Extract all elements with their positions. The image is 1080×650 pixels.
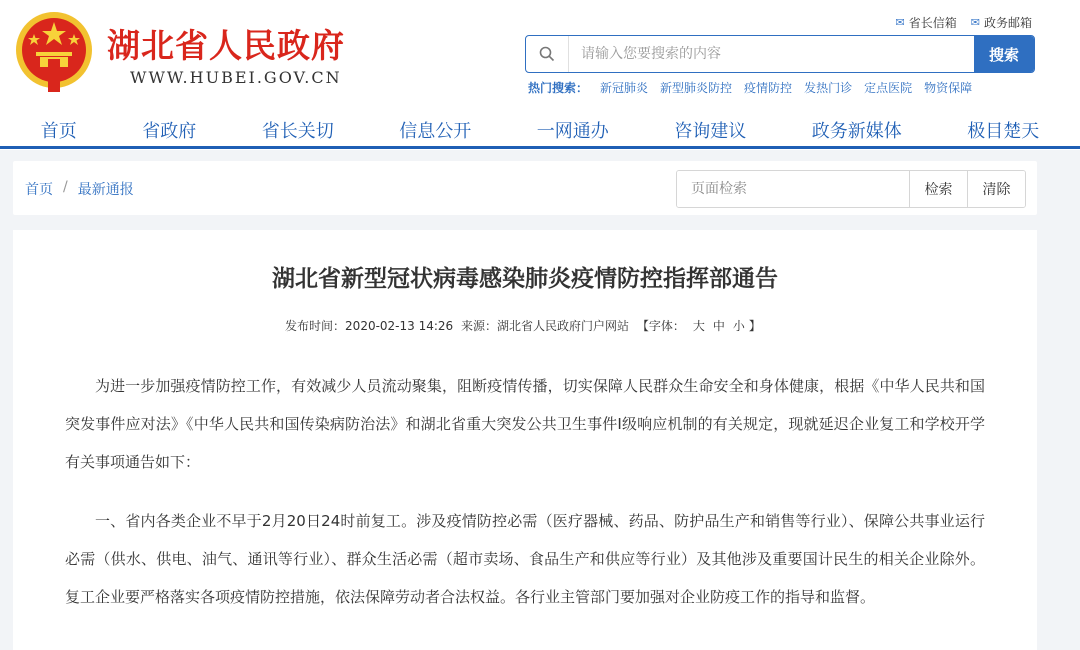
main-nav [0, 113, 1080, 147]
breadcrumb-separator: / [63, 179, 68, 195]
page-search [676, 170, 1026, 208]
national-emblem-icon [12, 8, 96, 94]
site-search-input[interactable] [569, 36, 974, 72]
article-source: 来源：湖北省人民政府门户网站 [461, 319, 630, 333]
breadcrumb-home[interactable]: 首页 [25, 182, 53, 198]
font-size-end: 】 [748, 319, 761, 333]
nav-governor-concerns[interactable]: 省长关切 [261, 121, 334, 142]
search-icon [526, 36, 569, 72]
article-paragraph: 一、省内各类企业不早于2月20日24时前复工。涉及疫情防控必需（医疗器械、药品、防护品生产和销售等行业）、保障公共事业运行必需（供水、供电、油气、通讯等行业）、群众生活必需（超市卖场、食品生产和供应等行业）及其他涉及重要国计民生的相关企业除外。复工企业要严格落实各项疫情防控措施，依法保障劳动者合法权益。各行业主管部门要加强对企业防疫工作的指导和监督。 [65, 512, 985, 606]
nav-home[interactable]: 首页 [40, 121, 77, 142]
article-paragraph: 为进一步加强疫情防控工作，有效减少人员流动聚集，阻断疫情传播，切实保障人民群众生命安全和身体健康，根据《中华人民共和国突发事件应对法》《中华人民共和国传染病防治法》和湖北省重大突发公共卫生事件I级响应机制的有关规定，现就延迟企业复工和学校开学有关事项通告如下： [65, 377, 985, 471]
hot-search-item[interactable]: 发热门诊 [804, 81, 853, 95]
font-size-small[interactable]: 小 [732, 319, 745, 333]
nav-consultation[interactable]: 咨询建议 [674, 121, 747, 142]
nav-divider [0, 146, 1080, 149]
gov-email-link[interactable] [971, 14, 1032, 31]
breadcrumb-bar [13, 161, 1037, 215]
nav-provincial-government[interactable]: 省政府 [142, 121, 197, 142]
hot-search-row [528, 79, 972, 96]
article-meta [13, 317, 1037, 334]
page-clear-button[interactable]: 清除 [967, 171, 1025, 207]
font-size-medium[interactable]: 中 [712, 319, 725, 333]
governor-mailbox-label: 省长信箱 [908, 16, 957, 30]
font-size-label: 【字体： [636, 319, 685, 333]
article-title: 湖北省新型冠状病毒感染肺炎疫情防控指挥部通告 [272, 266, 778, 292]
site-name[interactable]: 湖北省人民政府 [107, 26, 345, 65]
publish-time: 发布时间：2020-02-13 14:26 [285, 319, 454, 333]
site-search-button[interactable]: 搜索 [974, 36, 1034, 72]
envelope-icon: ✉ [970, 16, 980, 29]
site-url: WWW.HUBEI.GOV.CN [130, 68, 342, 87]
hot-search-item[interactable]: 新型肺炎防控 [660, 81, 733, 95]
gov-email-label: 政务邮箱 [983, 16, 1032, 30]
hot-search-label: 热门搜索： [528, 81, 589, 95]
page-search-input[interactable] [677, 171, 909, 207]
site-header [0, 0, 1080, 150]
page-search-button[interactable]: 检索 [909, 171, 967, 207]
article [13, 230, 1037, 650]
breadcrumb-latest-notices[interactable]: 最新通报 [77, 182, 134, 198]
hot-search-item[interactable]: 疫情防控 [744, 81, 793, 95]
mail-icon: ✉ [895, 16, 905, 29]
hot-search-item[interactable]: 物资保障 [924, 81, 973, 95]
hot-search-item[interactable]: 定点医院 [864, 81, 913, 95]
nav-information-disclosure[interactable]: 信息公开 [399, 121, 472, 142]
site-search-box [525, 35, 1035, 73]
nav-jimu-chutian[interactable]: 极目楚天 [967, 121, 1040, 142]
font-size-large[interactable]: 大 [692, 319, 705, 333]
governor-mailbox-link[interactable] [896, 14, 957, 31]
nav-one-stop-service[interactable]: 一网通办 [536, 121, 609, 142]
nav-new-media[interactable]: 政务新媒体 [811, 121, 902, 142]
top-links [896, 14, 1032, 31]
breadcrumb [25, 179, 134, 199]
hot-search-item[interactable]: 新冠肺炎 [600, 81, 649, 95]
